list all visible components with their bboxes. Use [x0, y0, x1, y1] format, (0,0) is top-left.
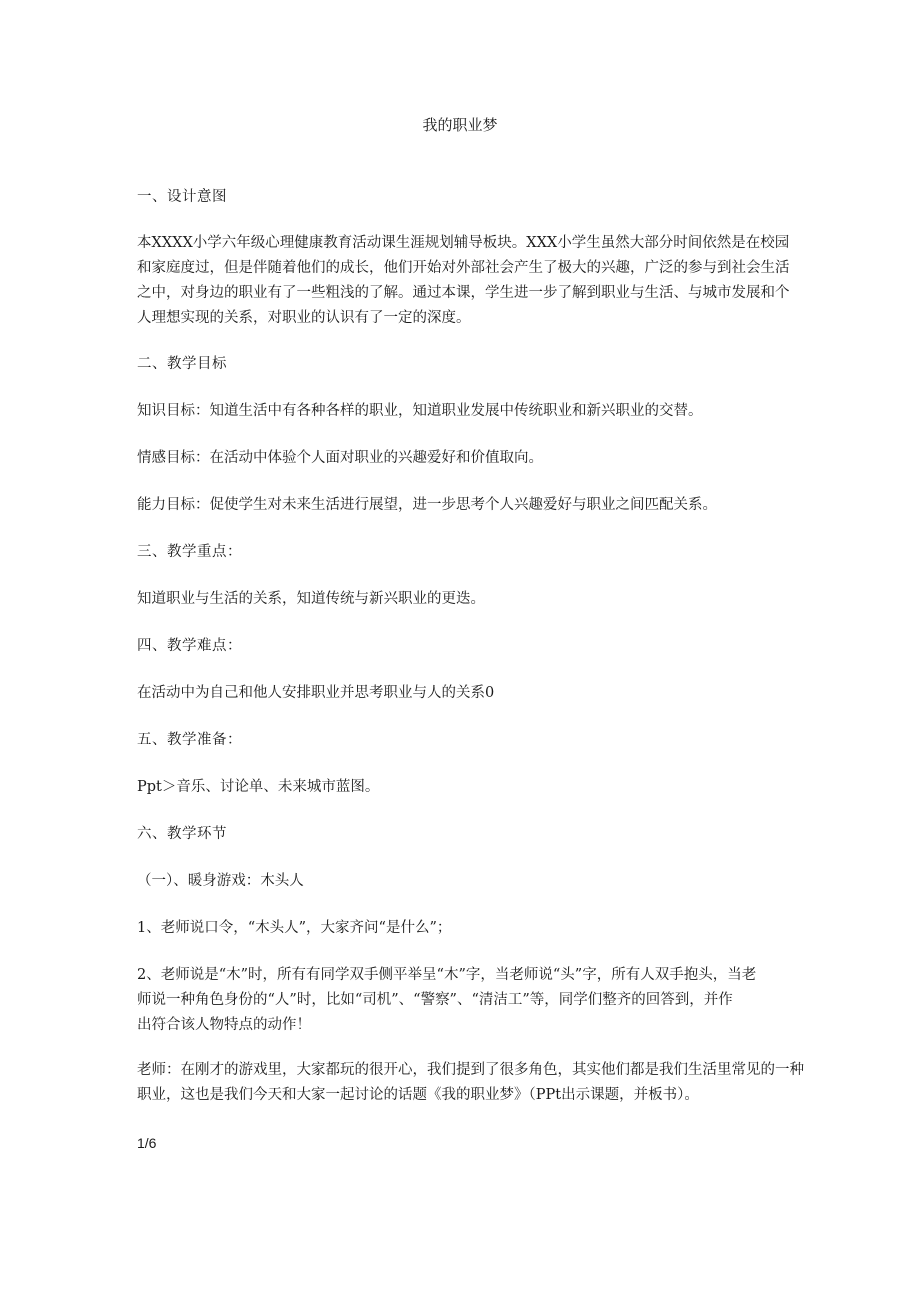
step-1: 1、老师说口令，“木头人”，大家齐问“是什么”； — [137, 920, 452, 936]
section-heading-design-intent: 一、设计意图 — [137, 189, 227, 205]
goal-knowledge: 知识目标：知道生活中有各种各样的职业，知道职业发展中传统职业和新兴职业的交替。 — [137, 403, 703, 419]
key-points-text: 知道职业与生活的关系，知道传统与新兴职业的更迭。 — [137, 591, 485, 607]
section-heading-key-points: 三、教学重点： — [137, 544, 242, 560]
paragraph-line: 老师：在刚才的游戏里，大家都玩的很开心，我们提到了很多角色，其实他们都是我们生活里常见的一种 — [137, 1062, 804, 1078]
difficulties-text: 在活动中为自己和他人安排职业并思考职业与人的关系0 — [137, 685, 495, 701]
page-number: 1/6 — [137, 1135, 157, 1151]
paragraph-line: 本XXXX小学六年级心理健康教育活动课生涯规划辅导板块。XXX小学生虽然大部分时间依然是在校园 — [137, 235, 790, 251]
paragraph-line: 人理想实现的关系，对职业的认识有了一定的深度。 — [137, 310, 471, 326]
paragraph-line: 出符合该人物特点的动作！ — [137, 1017, 311, 1033]
section-heading-difficulties: 四、教学难点： — [137, 638, 242, 654]
paragraph-line: 之中，对身边的职业有了一些粗浅的了解。通过本课，学生进一步了解到职业与生活、与城市发展和个 — [137, 285, 790, 301]
preparation-text: Ppt＞音乐、讨论单、未来城市蓝图。 — [137, 779, 380, 795]
document-title: 我的职业梦 — [422, 116, 498, 134]
goal-ability: 能力目标：促使学生对未来生活进行展望，进一步思考个人兴趣爱好与职业之间匹配关系。 — [137, 497, 717, 513]
teacher-remark-paragraph — [137, 1058, 804, 1108]
paragraph-line: 2、老师说是“木”时，所有有同学双手侧平举呈“木”字，当老师说“头”字，所有人双手抱头，当老 — [137, 967, 757, 983]
paragraph-line: 和家庭度过，但是伴随着他们的成长，他们开始对外部社会产生了极大的兴趣，广泛的参与到社会生活 — [137, 260, 790, 276]
paragraph-line: 师说一种角色身份的“人”时，比如“司机”、“警察”、“清洁工”等，同学们整齐的回答到，并作 — [137, 992, 733, 1008]
design-intent-paragraph — [137, 231, 790, 331]
paragraph-line: 职业，这也是我们今天和大家一起讨论的话题《我的职业梦》（PPt出示课题，并板书）。 — [137, 1087, 699, 1103]
section-heading-teaching-goals: 二、教学目标 — [137, 356, 227, 372]
section-heading-preparation: 五、教学准备： — [137, 732, 242, 748]
section-heading-teaching-steps: 六、教学环节 — [137, 826, 227, 842]
goal-emotion: 情感目标：在活动中体验个人面对职业的兴趣爱好和价值取向。 — [137, 450, 543, 466]
step-2-paragraph — [137, 963, 787, 1038]
subsection-warmup-game: （一）、暖身游戏：木头人 — [137, 873, 304, 889]
